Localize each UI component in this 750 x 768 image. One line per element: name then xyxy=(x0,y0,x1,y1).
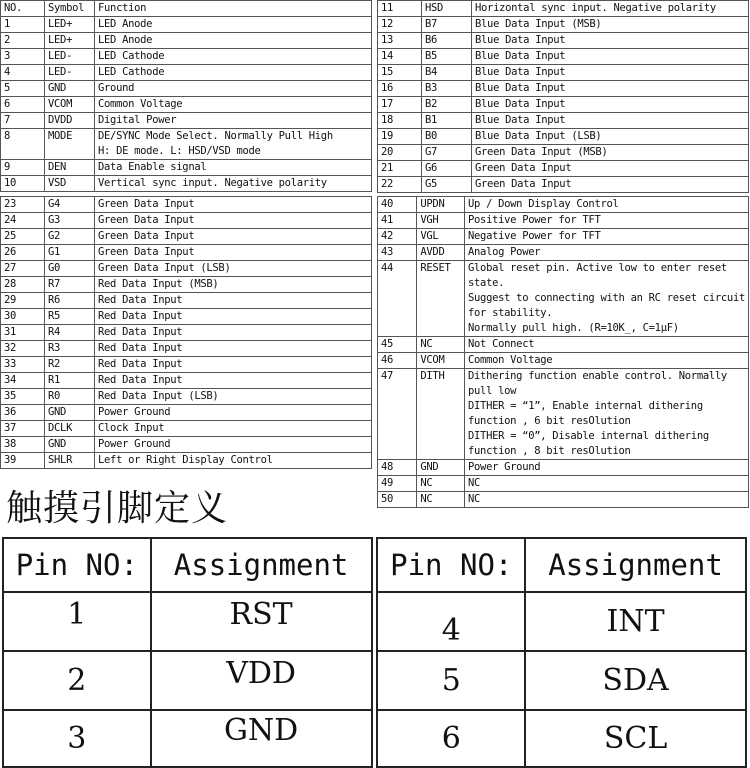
pin-function xyxy=(95,49,372,65)
pin-number: 49 xyxy=(378,476,417,492)
pin-function xyxy=(95,277,372,293)
pin-symbol: LED- xyxy=(45,65,95,81)
pin-function xyxy=(95,97,372,113)
pin-number: 23 xyxy=(1,197,45,213)
pin-symbol: B2 xyxy=(422,97,472,113)
pin-number: 46 xyxy=(378,353,417,369)
pin-function-line: function , 6 bit resOlution xyxy=(468,415,631,427)
pin-number: 10 xyxy=(1,176,45,192)
pin-number: 44 xyxy=(378,261,417,337)
pin-row xyxy=(1,176,372,192)
pin-no-header: Pin NO: xyxy=(3,538,151,592)
pin-function-line: Suggest to connecting with an RC reset circuit xyxy=(468,292,745,304)
pin-function xyxy=(472,161,749,177)
pin-symbol: B0 xyxy=(422,129,472,145)
pin-number: 22 xyxy=(378,177,422,193)
pin-row xyxy=(1,309,372,325)
pin-function-line: Red Data Input xyxy=(98,310,183,322)
pin-number: 50 xyxy=(378,492,417,508)
pin-function xyxy=(95,176,372,192)
pin-function-line: Blue Data Input xyxy=(475,66,566,78)
pin-function-line: Blue Data Input (MSB) xyxy=(475,18,602,30)
touch-pin-assignment: INT xyxy=(525,592,746,651)
pin-symbol: VCOM xyxy=(45,97,95,113)
touch-pin-assignment: SDA xyxy=(525,651,746,710)
pin-row xyxy=(378,49,749,65)
touch-row xyxy=(3,651,746,710)
touch-pin-assignment: RST xyxy=(151,592,372,651)
pin-function-line: Green Data Input xyxy=(98,214,195,226)
pin-row xyxy=(378,261,749,337)
pin-number: 8 xyxy=(1,129,45,160)
pin-function-line: Green Data Input (MSB) xyxy=(475,146,608,158)
pin-function-line: Green Data Input xyxy=(475,162,572,174)
pin-symbol: G3 xyxy=(45,213,95,229)
pin-function xyxy=(95,229,372,245)
pin-row xyxy=(378,245,749,261)
pin-function xyxy=(465,369,749,460)
pin-row xyxy=(1,277,372,293)
pin-symbol: VCOM xyxy=(417,353,465,369)
pin-row xyxy=(1,229,372,245)
pin-function xyxy=(95,341,372,357)
pin-row xyxy=(378,65,749,81)
pin-row xyxy=(1,421,372,437)
pin-function xyxy=(472,65,749,81)
pin-function xyxy=(95,245,372,261)
pin-function-line: NC xyxy=(468,493,481,505)
pin-symbol: R0 xyxy=(45,389,95,405)
pin-row xyxy=(1,325,372,341)
pin-number: 31 xyxy=(1,325,45,341)
pin-number: 19 xyxy=(378,129,422,145)
pin-function xyxy=(472,49,749,65)
pin-row xyxy=(378,1,749,17)
pin-number: 21 xyxy=(378,161,422,177)
pin-number: 32 xyxy=(1,341,45,357)
pin-function-line: Red Data Input (MSB) xyxy=(98,278,219,290)
assignment-header: Assignment xyxy=(151,538,372,592)
pin-number: 38 xyxy=(1,437,45,453)
pin-symbol: G5 xyxy=(422,177,472,193)
pin-function xyxy=(465,245,749,261)
pin-table-top-left xyxy=(0,0,372,192)
pin-symbol: MODE xyxy=(45,129,95,160)
pin-function xyxy=(472,177,749,193)
pin-number: 39 xyxy=(1,453,45,469)
pin-function-line: Green Data Input (LSB) xyxy=(98,262,231,274)
pin-function-line: Negative Power for TFT xyxy=(468,230,601,242)
touch-pin-number: 4 xyxy=(377,592,525,651)
pin-function-line: DE/SYNC Mode Select. Normally Pull High xyxy=(98,130,333,142)
pin-row xyxy=(378,337,749,353)
pin-function-line: state. xyxy=(468,277,505,289)
pin-number: 13 xyxy=(378,33,422,49)
pin-symbol: R7 xyxy=(45,277,95,293)
pin-number: 11 xyxy=(378,1,422,17)
pin-function-line: Red Data Input xyxy=(98,294,183,306)
pin-number: 26 xyxy=(1,245,45,261)
pin-row xyxy=(1,245,372,261)
pin-function-line: Ground xyxy=(98,82,135,94)
pin-number: 12 xyxy=(378,17,422,33)
pin-row xyxy=(1,261,372,277)
pin-function xyxy=(95,160,372,176)
pin-row xyxy=(1,373,372,389)
pin-function xyxy=(472,17,749,33)
pin-function xyxy=(465,337,749,353)
pin-number: 30 xyxy=(1,309,45,325)
pin-number: 36 xyxy=(1,405,45,421)
pin-symbol: GND xyxy=(417,460,465,476)
pin-number: 47 xyxy=(378,369,417,460)
pin-number: 37 xyxy=(1,421,45,437)
pin-row xyxy=(378,369,749,460)
pin-number: 9 xyxy=(1,160,45,176)
pin-symbol: DCLK xyxy=(45,421,95,437)
pin-function-line: Positive Power for TFT xyxy=(468,214,601,226)
pin-function-line: Green Data Input xyxy=(98,246,195,258)
pin-row xyxy=(378,213,749,229)
pin-function-line: H: DE mode. L: HSD/VSD mode xyxy=(98,145,261,157)
header-no: NO. xyxy=(1,1,45,17)
pin-function xyxy=(465,492,749,508)
pin-symbol: B3 xyxy=(422,81,472,97)
pin-row xyxy=(1,389,372,405)
pin-no-header: Pin NO: xyxy=(377,538,525,592)
pin-function xyxy=(95,113,372,129)
pin-symbol: DEN xyxy=(45,160,95,176)
pin-function-line: Up / Down Display Control xyxy=(468,198,619,210)
pin-symbol: LED+ xyxy=(45,33,95,49)
pin-function-line: LED Cathode xyxy=(98,50,165,62)
pin-symbol: VGL xyxy=(417,229,465,245)
pin-symbol: NC xyxy=(417,476,465,492)
pin-function-line: Red Data Input xyxy=(98,358,183,370)
pin-row xyxy=(1,97,372,113)
pin-function xyxy=(472,97,749,113)
pin-function xyxy=(472,129,749,145)
pin-number: 15 xyxy=(378,65,422,81)
pin-row xyxy=(1,405,372,421)
pin-symbol: R5 xyxy=(45,309,95,325)
pin-function-line: LED Anode xyxy=(98,18,153,30)
pin-function xyxy=(95,129,372,160)
pin-symbol: GND xyxy=(45,81,95,97)
pin-number: 35 xyxy=(1,389,45,405)
pin-number: 40 xyxy=(378,197,417,213)
pin-function xyxy=(465,197,749,213)
pin-table-mid-right xyxy=(377,196,749,508)
pin-row xyxy=(1,293,372,309)
pin-symbol: B7 xyxy=(422,17,472,33)
pin-function xyxy=(95,389,372,405)
pin-function xyxy=(472,33,749,49)
pin-function xyxy=(472,1,749,17)
pin-symbol: DVDD xyxy=(45,113,95,129)
pin-function-line: Common Voltage xyxy=(98,98,183,110)
pin-function-line: Digital Power xyxy=(98,114,177,126)
pin-function-line: Common Voltage xyxy=(468,354,553,366)
pin-number: 45 xyxy=(378,337,417,353)
pin-row xyxy=(1,160,372,176)
pin-row xyxy=(1,65,372,81)
pin-function-line: NC xyxy=(468,477,481,489)
header-symbol: Symbol xyxy=(45,1,95,17)
pin-row xyxy=(378,97,749,113)
pin-function-line: Red Data Input xyxy=(98,374,183,386)
pin-row xyxy=(378,476,749,492)
pin-function xyxy=(95,357,372,373)
pin-symbol: AVDD xyxy=(417,245,465,261)
pin-row xyxy=(378,145,749,161)
pin-symbol: DITH xyxy=(417,369,465,460)
pin-number: 33 xyxy=(1,357,45,373)
pin-number: 25 xyxy=(1,229,45,245)
pin-number: 1 xyxy=(1,17,45,33)
pin-number: 28 xyxy=(1,277,45,293)
pin-function-line: Blue Data Input xyxy=(475,50,566,62)
touch-row xyxy=(3,592,746,651)
pin-function xyxy=(95,309,372,325)
pin-symbol: G6 xyxy=(422,161,472,177)
pin-symbol: VGH xyxy=(417,213,465,229)
pin-row xyxy=(378,353,749,369)
pin-symbol: GND xyxy=(45,405,95,421)
pin-number: 2 xyxy=(1,33,45,49)
pin-function-line: Blue Data Input xyxy=(475,82,566,94)
pin-function-line: Analog Power xyxy=(468,246,541,258)
pin-function xyxy=(465,476,749,492)
pin-symbol: G1 xyxy=(45,245,95,261)
pin-number: 41 xyxy=(378,213,417,229)
pin-function-line: Power Ground xyxy=(468,461,541,473)
touch-pin-assignment: SCL xyxy=(525,710,746,767)
pin-number: 29 xyxy=(1,293,45,309)
pin-function-line: Data Enable signal xyxy=(98,161,207,173)
pin-row xyxy=(1,49,372,65)
pin-function-line: Red Data Input (LSB) xyxy=(98,390,219,402)
touch-pin-number: 3 xyxy=(3,710,151,767)
pin-function xyxy=(465,261,749,337)
pin-row xyxy=(378,197,749,213)
pin-number: 17 xyxy=(378,97,422,113)
pin-row xyxy=(1,17,372,33)
pin-symbol: G4 xyxy=(45,197,95,213)
pin-function xyxy=(95,33,372,49)
assignment-header: Assignment xyxy=(525,538,746,592)
pin-symbol: RESET xyxy=(417,261,465,337)
pin-symbol: G7 xyxy=(422,145,472,161)
pin-symbol: R1 xyxy=(45,373,95,389)
touch-pin-heading: 触摸引脚定义 xyxy=(6,488,229,529)
pin-function-line: Blue Data Input xyxy=(475,98,566,110)
pin-function xyxy=(95,373,372,389)
pin-function xyxy=(95,213,372,229)
pin-number: 5 xyxy=(1,81,45,97)
pin-row xyxy=(378,177,749,193)
pin-row xyxy=(378,229,749,245)
pin-header-row xyxy=(1,1,372,17)
pin-row xyxy=(1,33,372,49)
touch-pin-number: 6 xyxy=(377,710,525,767)
pin-function xyxy=(465,229,749,245)
pin-function-line: Red Data Input xyxy=(98,326,183,338)
pin-symbol: B1 xyxy=(422,113,472,129)
pin-number: 43 xyxy=(378,245,417,261)
pin-function-line: Global reset pin. Active low to enter reset xyxy=(468,262,727,274)
pin-number: 6 xyxy=(1,97,45,113)
pin-symbol: NC xyxy=(417,492,465,508)
pin-function-line: Normally pull high. (R=10K_, C=1μF) xyxy=(468,322,679,334)
touch-header-row xyxy=(3,538,746,592)
pin-function xyxy=(95,325,372,341)
pin-number: 34 xyxy=(1,373,45,389)
pin-function-line: Horizontal sync input. Negative polarity xyxy=(475,2,716,14)
pin-row xyxy=(378,161,749,177)
pin-function-line: Vertical sync input. Negative polarity xyxy=(98,177,327,189)
pin-row xyxy=(378,129,749,145)
pin-function xyxy=(95,293,372,309)
pin-function-line: Blue Data Input xyxy=(475,114,566,126)
pin-row xyxy=(1,81,372,97)
pin-symbol: VSD xyxy=(45,176,95,192)
pin-function-line: Green Data Input xyxy=(98,198,195,210)
pin-function-line: Green Data Input xyxy=(475,178,572,190)
pin-function-line: Power Ground xyxy=(98,406,171,418)
pin-row xyxy=(378,17,749,33)
pin-symbol: G2 xyxy=(45,229,95,245)
pin-number: 14 xyxy=(378,49,422,65)
pin-function-line: DITHER = “1”, Enable internal dithering xyxy=(468,400,703,412)
pin-number: 42 xyxy=(378,229,417,245)
pin-function-line: Blue Data Input xyxy=(475,34,566,46)
pin-symbol: R3 xyxy=(45,341,95,357)
pin-row xyxy=(1,453,372,469)
pin-symbol: B6 xyxy=(422,33,472,49)
pin-function xyxy=(472,145,749,161)
touch-pin-number: 2 xyxy=(3,651,151,710)
pin-number: 7 xyxy=(1,113,45,129)
pin-function xyxy=(95,17,372,33)
pin-function xyxy=(472,81,749,97)
pin-number: 48 xyxy=(378,460,417,476)
pin-function xyxy=(95,65,372,81)
pin-number: 27 xyxy=(1,261,45,277)
pin-function-line: Power Ground xyxy=(98,438,171,450)
pin-row xyxy=(378,33,749,49)
pin-row xyxy=(1,213,372,229)
pin-function-line: Red Data Input xyxy=(98,342,183,354)
pin-function xyxy=(95,421,372,437)
pin-number: 20 xyxy=(378,145,422,161)
pin-row xyxy=(1,341,372,357)
pin-symbol: UPDN xyxy=(417,197,465,213)
pin-symbol: G0 xyxy=(45,261,95,277)
pin-function xyxy=(472,113,749,129)
pin-table-mid-left xyxy=(0,196,372,469)
pin-function-line: function , 8 bit resOlution xyxy=(468,445,631,457)
pin-function-line: LED Cathode xyxy=(98,66,165,78)
touch-row xyxy=(3,710,746,767)
touch-pin-number: 1 xyxy=(3,592,151,651)
pin-symbol: NC xyxy=(417,337,465,353)
pin-row xyxy=(378,492,749,508)
pin-function xyxy=(95,261,372,277)
pin-number: 24 xyxy=(1,213,45,229)
pin-table-top-right xyxy=(377,0,749,193)
pin-function-line: Left or Right Display Control xyxy=(98,454,273,466)
pin-function-line: LED Anode xyxy=(98,34,153,46)
pin-number: 3 xyxy=(1,49,45,65)
pin-function-line: Clock Input xyxy=(98,422,165,434)
pin-symbol: GND xyxy=(45,437,95,453)
pin-function-line: Blue Data Input (LSB) xyxy=(475,130,602,142)
pin-function-line: Green Data Input xyxy=(98,230,195,242)
pin-symbol: B5 xyxy=(422,49,472,65)
pin-function xyxy=(465,213,749,229)
pin-symbol: R2 xyxy=(45,357,95,373)
pin-row xyxy=(1,113,372,129)
touch-pin-table xyxy=(2,537,747,768)
pin-number: 16 xyxy=(378,81,422,97)
pin-symbol: R4 xyxy=(45,325,95,341)
pin-function xyxy=(95,405,372,421)
pin-row xyxy=(1,129,372,160)
pin-function xyxy=(95,437,372,453)
touch-pin-assignment: GND xyxy=(151,710,372,767)
pin-function-line: DITHER = “0”, Disable internal dithering xyxy=(468,430,709,442)
pin-row xyxy=(1,197,372,213)
pin-symbol: LED+ xyxy=(45,17,95,33)
pin-symbol: SHLR xyxy=(45,453,95,469)
pin-row xyxy=(1,437,372,453)
pin-function xyxy=(95,453,372,469)
touch-pin-number: 5 xyxy=(377,651,525,710)
pin-symbol: R6 xyxy=(45,293,95,309)
pin-number: 4 xyxy=(1,65,45,81)
pin-function xyxy=(95,81,372,97)
pin-row xyxy=(378,81,749,97)
pin-function-line: for stability. xyxy=(468,307,553,319)
pin-function xyxy=(95,197,372,213)
pin-function-line: pull low xyxy=(468,385,517,397)
pin-function-line: Dithering function enable control. Normally xyxy=(468,370,727,382)
header-function: Function xyxy=(95,1,372,17)
pin-symbol: LED- xyxy=(45,49,95,65)
pin-function-line: Not Connect xyxy=(468,338,535,350)
pin-number: 18 xyxy=(378,113,422,129)
pin-symbol: B4 xyxy=(422,65,472,81)
pin-row xyxy=(1,357,372,373)
pin-function xyxy=(465,460,749,476)
pin-function xyxy=(465,353,749,369)
pin-symbol: HSD xyxy=(422,1,472,17)
pin-row xyxy=(378,460,749,476)
pin-row xyxy=(378,113,749,129)
touch-pin-assignment: VDD xyxy=(151,651,372,710)
